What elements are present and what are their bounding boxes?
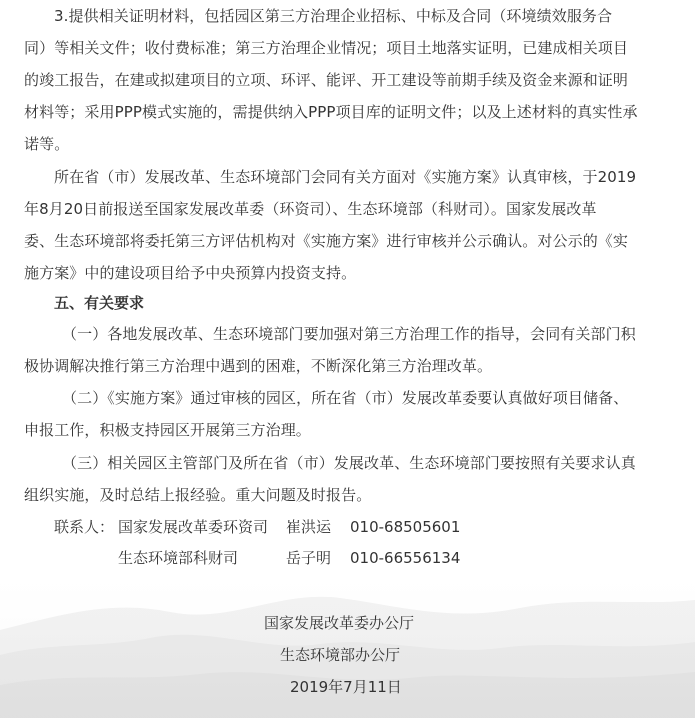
text-line: 申报工作，积极支持园区开展第三方治理。: [24, 421, 311, 439]
text-line: 极协调解决推行第三方治理中遇到的困难，不断深化第三方治理改革。: [24, 357, 493, 375]
text-line: 的竣工报告，在建或拟建项目的立项、环评、能评、开工建设等前期手续及资金来源和证明: [24, 71, 629, 89]
text-line: 同）等相关文件；收付费标准；第三方治理企业情况；项目土地落实证明，已建成相关项目: [24, 39, 629, 57]
requirement-1-paragraph: [24, 318, 670, 382]
contact-label: 联系人：: [54, 518, 115, 536]
text-line: 材料等；采用PPP模式实施的，需提供纳入PPP项目库的证明文件；以及上述材料的真实性承: [24, 103, 638, 121]
text-line: 所在省（市）发展改革、生态环境部门会同有关方面对《实施方案》认真审核，于2019: [54, 168, 637, 186]
contact-row-1: [54, 517, 674, 537]
signature-org-1: 国家发展改革委办公厅: [264, 614, 415, 632]
text-line: 委、生态环境部将委托第三方评估机构对《实施方案》进行审核并公示确认。对公示的《实: [24, 232, 629, 250]
requirement-2-paragraph: [24, 382, 670, 446]
signature-org-2: 生态环境部办公厅: [280, 646, 401, 664]
text-line: （三）相关园区主管部门及所在省（市）发展改革、生态环境部门要按照有关要求认真: [62, 454, 636, 472]
section-heading: 五、有关要求: [54, 294, 145, 312]
item3-paragraph: [24, 0, 670, 160]
requirement-3-paragraph: [24, 447, 670, 511]
contact-org: 生态环境部科财司: [118, 549, 239, 567]
text-line: （一）各地发展改革、生态环境部门要加强对第三方治理工作的指导，会同有关部门积: [62, 325, 636, 343]
text-line: 组织实施，及时总结上报经验。重大问题及时报告。: [24, 486, 372, 504]
signature-date: 2019年7月11日: [290, 678, 402, 696]
contact-phone: 010-66556134: [350, 549, 461, 567]
text-line: 施方案》中的建设项目给予中央预算内投资支持。: [24, 264, 357, 282]
contact-phone: 010-68505601: [350, 518, 461, 536]
text-line: 3.提供相关证明材料，包括园区第三方治理企业招标、中标及合同（环境绩效服务合: [54, 7, 613, 25]
contact-name: 岳子明: [286, 549, 332, 567]
review-paragraph: [24, 161, 670, 289]
contact-org: 国家发展改革委环资司: [118, 518, 269, 536]
contact-name: 崔洪运: [286, 518, 332, 536]
text-line: （二）《实施方案》通过审核的园区，所在省（市）发展改革委要认真做好项目储备、: [62, 389, 629, 407]
text-line: 年8月20日前报送至国家发展改革委（环资司）、生态环境部（科财司）。国家发展改革: [24, 200, 597, 218]
contact-row-2: [54, 548, 674, 568]
text-line: 诺等。: [24, 135, 70, 153]
